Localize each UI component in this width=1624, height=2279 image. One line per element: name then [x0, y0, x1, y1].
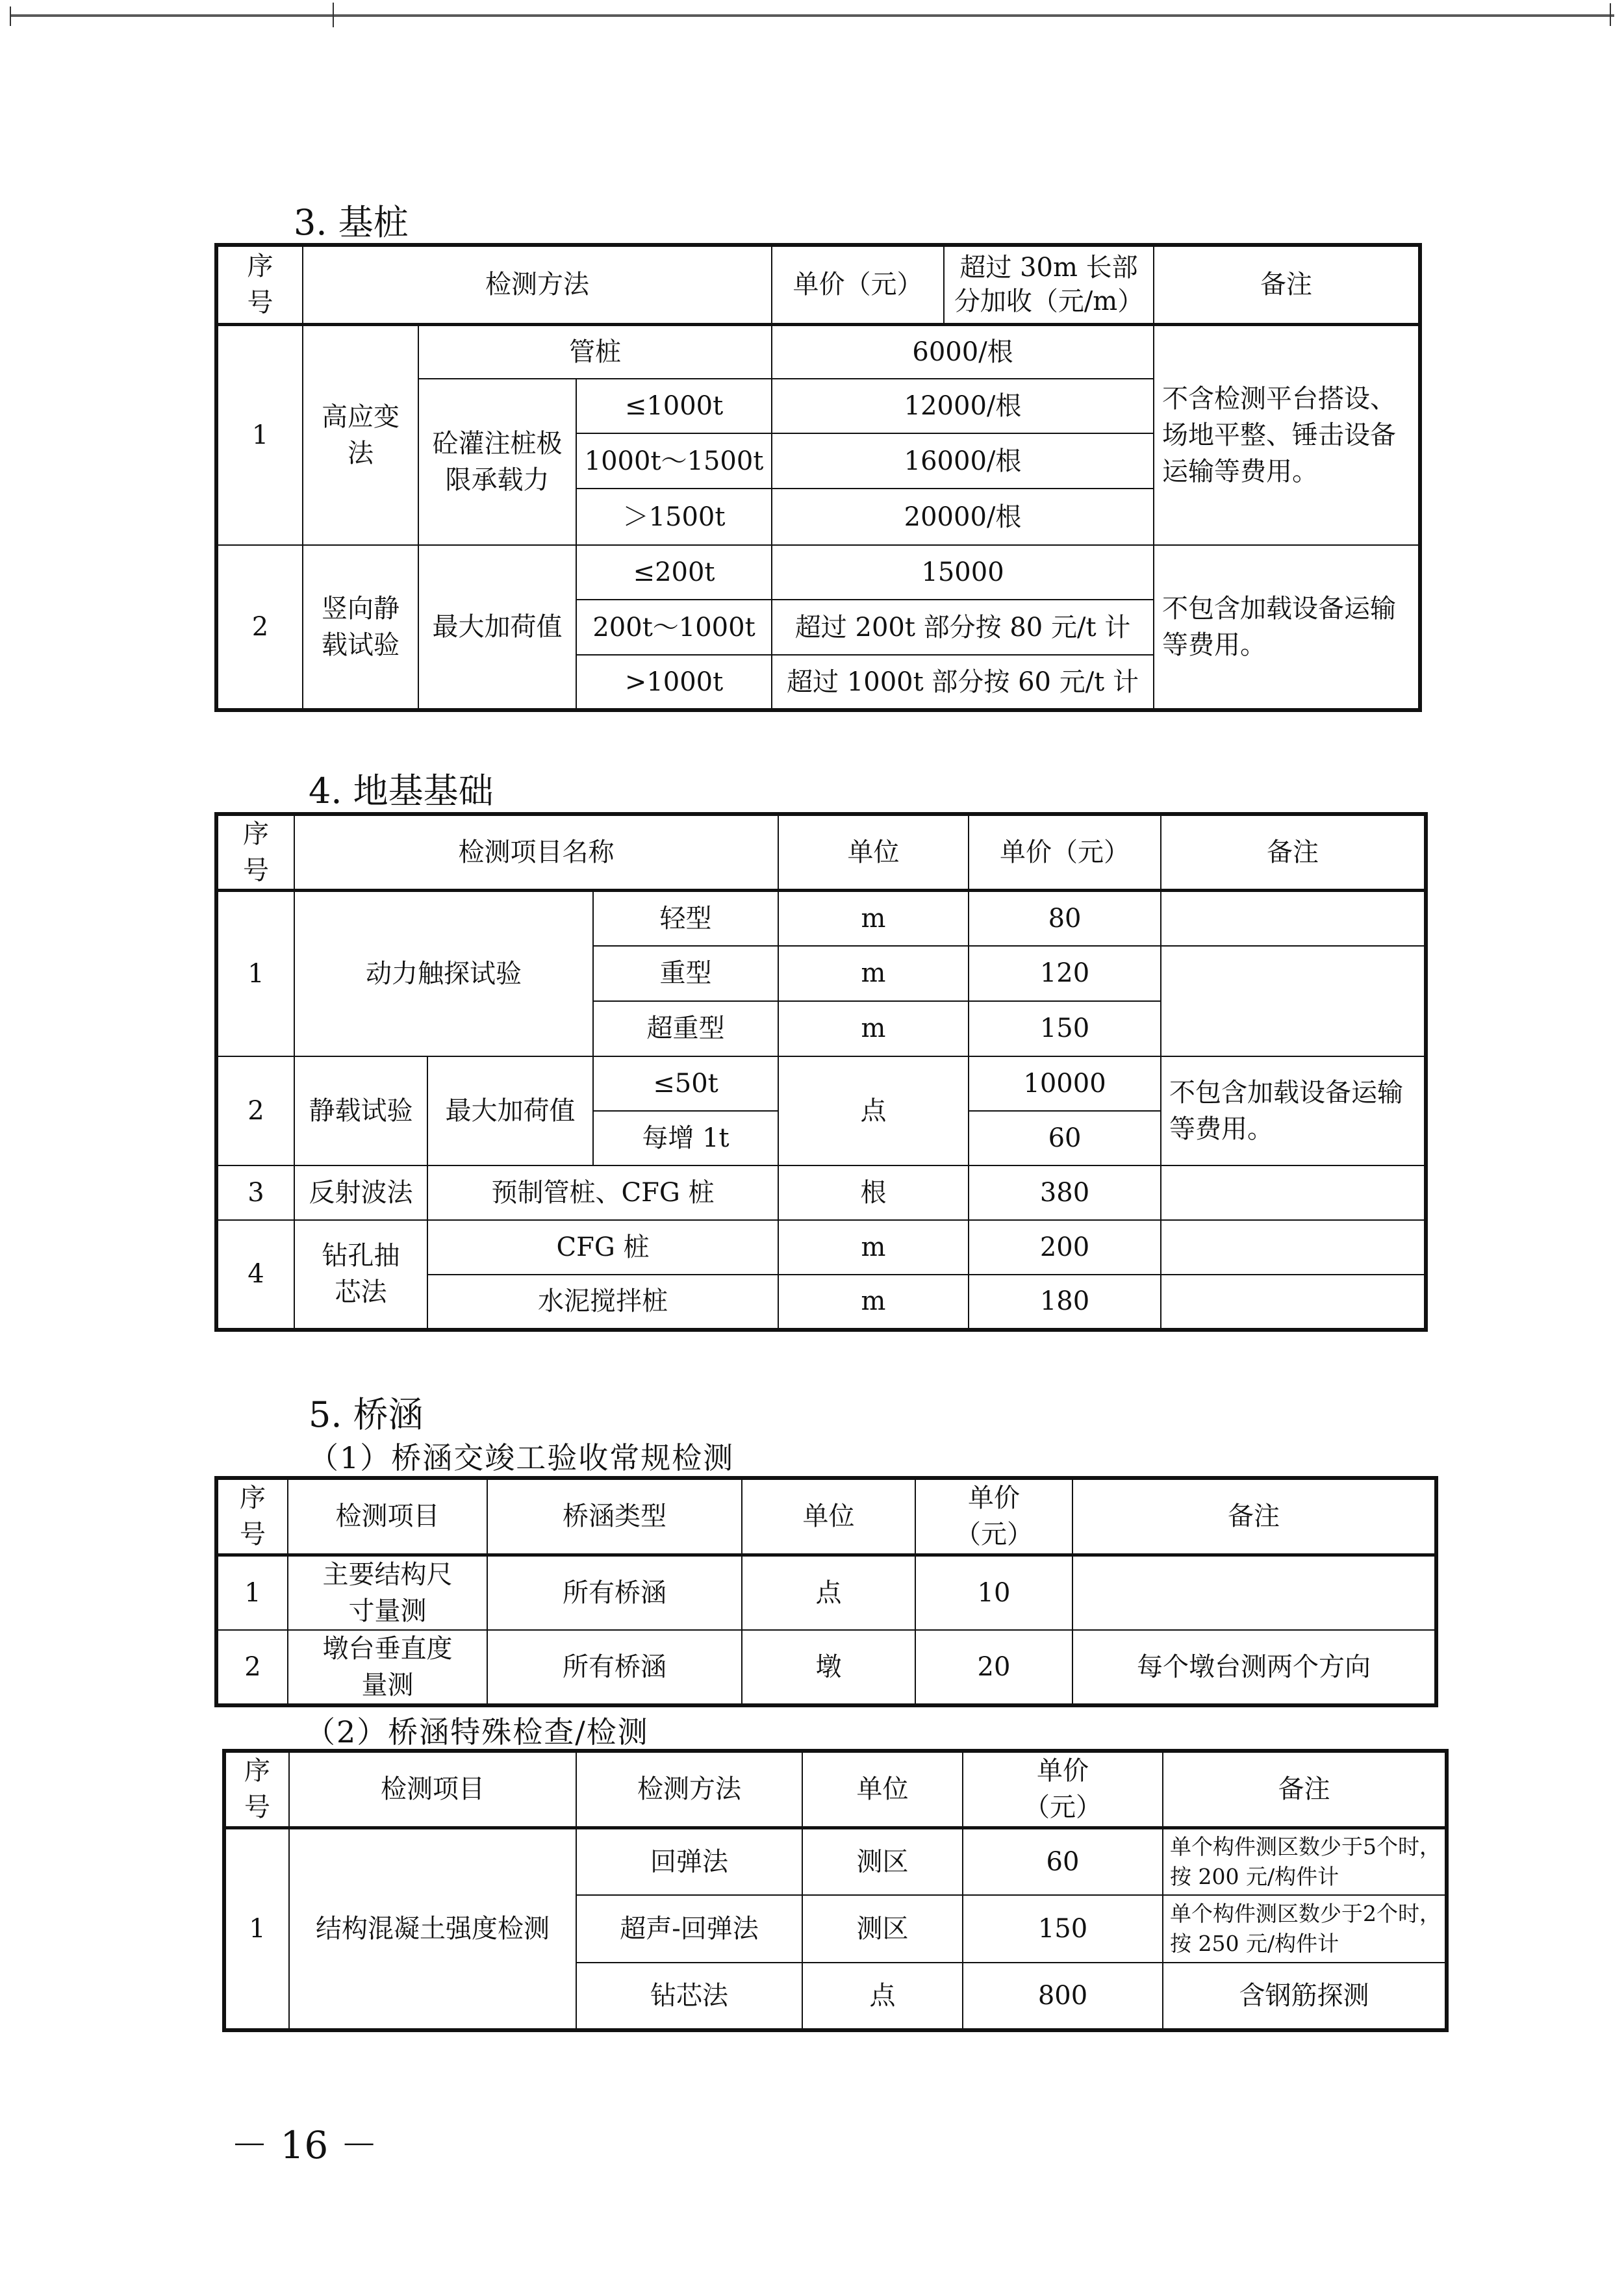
price-cell: 80: [969, 891, 1161, 946]
header-type: 桥涵类型: [487, 1478, 742, 1555]
price-cell: 15000: [772, 545, 1154, 600]
range-cell: ≤200t: [576, 545, 772, 600]
remark-cell: 不包含加载设备运输等费用。: [1161, 1056, 1426, 1165]
target-cell: 水泥搅拌桩: [427, 1275, 778, 1330]
row-seq: 2: [216, 1630, 288, 1705]
header-item: 检测项目: [289, 1751, 576, 1827]
type-cell: 轻型: [593, 891, 778, 946]
header-unit: 单位: [742, 1478, 915, 1555]
range-cell: 1000t～1500t: [576, 433, 772, 489]
price-cell: 20000/根: [772, 489, 1154, 545]
table-foundation: [214, 812, 1428, 1332]
type-cell: 所有桥涵: [487, 1630, 742, 1705]
item-cell: 结构混凝土强度检测: [289, 1827, 576, 2030]
unit-cell: 测区: [802, 1827, 963, 1895]
unit-cell: m: [778, 1275, 969, 1330]
header-remark: 备注: [1163, 1751, 1447, 1827]
row-seq: 1: [216, 891, 294, 1056]
price-cell: 60: [963, 1827, 1163, 1895]
header-remark: 备注: [1072, 1478, 1436, 1555]
unit-cell: 测区: [802, 1895, 963, 1963]
remark-cell: 不含检测平台搭设、场地平整、锤击设备运输等费用。: [1154, 324, 1420, 545]
header-method: 检测方法: [303, 245, 772, 324]
method-cell: 超声-回弹法: [576, 1895, 802, 1963]
price-cell: 10000: [969, 1056, 1161, 1111]
header-seq: 序号: [224, 1751, 289, 1827]
header-remark: 备注: [1154, 245, 1420, 324]
price-cell: 10: [915, 1555, 1072, 1630]
price-cell: 超过 1000t 部分按 60 元/t 计: [772, 655, 1154, 710]
unit-cell: m: [778, 946, 969, 1001]
unit-cell: 点: [802, 1963, 963, 2030]
param-cell: 最大加荷值: [418, 545, 576, 710]
range-cell: >1000t: [576, 655, 772, 710]
range-cell: ≤1000t: [576, 379, 772, 433]
remark-cell: [1161, 1275, 1426, 1330]
remark-cell: [1161, 1220, 1426, 1275]
table-bridge-special: [222, 1749, 1449, 2032]
unit-cell: m: [778, 891, 969, 946]
price-cell: 16000/根: [772, 433, 1154, 489]
name-cell: 动力触探试验: [294, 891, 593, 1056]
price-cell: 超过 200t 部分按 80 元/t 计: [772, 600, 1154, 655]
method-cell: 竖向静载试验: [303, 545, 418, 710]
price-cell: 12000/根: [772, 379, 1154, 433]
row-seq: 1: [216, 1555, 288, 1630]
header-extra: 超过 30m 长部分加收（元/m）: [944, 245, 1154, 324]
remark-cell: [1161, 946, 1426, 1056]
page-number: － 16 －: [231, 2123, 378, 2167]
row-seq: 2: [216, 1056, 294, 1165]
section-title-bridges: 5. 桥涵: [309, 1394, 424, 1435]
type-cell: 重型: [593, 946, 778, 1001]
header-unit: 单位: [802, 1751, 963, 1827]
table-bridge-routine: [214, 1476, 1438, 1707]
remark-cell: [1161, 891, 1426, 946]
unit-cell: m: [778, 1220, 969, 1275]
header-remark: 备注: [1161, 814, 1426, 891]
scan-edge-line: [10, 14, 1614, 17]
section-title-piles: 3. 基桩: [294, 202, 409, 243]
row-seq: 4: [216, 1220, 294, 1330]
method-cell: 钻芯法: [576, 1963, 802, 2030]
price-cell: 800: [963, 1963, 1163, 2030]
price-cell: 6000/根: [772, 324, 1154, 379]
method-cell: 回弹法: [576, 1827, 802, 1895]
header-unit-price: 单价（元）: [969, 814, 1161, 891]
price-cell: 60: [969, 1111, 1161, 1165]
row-seq: 1: [224, 1827, 289, 2030]
subsection-title-special: （2）桥涵特殊检查/检测: [305, 1714, 649, 1750]
table-piles: [214, 243, 1422, 712]
price-cell: 380: [969, 1165, 1161, 1220]
price-cell: 120: [969, 946, 1161, 1001]
price-cell: 150: [963, 1895, 1163, 1963]
target-cell: CFG 桩: [427, 1220, 778, 1275]
method-cell: 高应变法: [303, 324, 418, 545]
row-seq: 3: [216, 1165, 294, 1220]
name-cell: 反射波法: [294, 1165, 427, 1220]
remark-cell: 含钢筋探测: [1163, 1963, 1447, 2030]
remark-cell: 每个墩台测两个方向: [1072, 1630, 1436, 1705]
unit-cell: 点: [778, 1056, 969, 1165]
header-unit-price: 单价（元）: [963, 1751, 1163, 1827]
item-cell: 主要结构尺寸量测: [288, 1555, 487, 1630]
scan-edge-mark: [333, 3, 334, 27]
range-cell: 200t～1000t: [576, 600, 772, 655]
range-cell: 每增 1t: [593, 1111, 778, 1165]
target-cell: 预制管桩、CFG 桩: [427, 1165, 778, 1220]
header-seq: 序号: [216, 1478, 288, 1555]
header-item: 检测项目: [288, 1478, 487, 1555]
header-seq: 序号: [216, 245, 303, 324]
item-cell: 墩台垂直度量测: [288, 1630, 487, 1705]
header-name: 检测项目名称: [294, 814, 778, 891]
unit-cell: m: [778, 1001, 969, 1056]
subsection-title-routine: （1）桥涵交竣工验收常规检测: [309, 1440, 735, 1475]
name-cell: 静载试验: [294, 1056, 427, 1165]
param-cell: 最大加荷值: [427, 1056, 593, 1165]
unit-cell: 根: [778, 1165, 969, 1220]
scan-edge-mark: [10, 6, 11, 26]
range-cell: ＞1500t: [576, 489, 772, 545]
row-seq: 1: [216, 324, 303, 545]
price-cell: 150: [969, 1001, 1161, 1056]
scan-edge-mark: [1610, 3, 1611, 26]
unit-cell: 点: [742, 1555, 915, 1630]
type-cell: 超重型: [593, 1001, 778, 1056]
row-seq: 2: [216, 545, 303, 710]
price-cell: 180: [969, 1275, 1161, 1330]
remark-cell: 不包含加载设备运输等费用。: [1154, 545, 1420, 710]
header-unit: 单位: [778, 814, 969, 891]
sub-method: 管桩: [418, 324, 772, 379]
remark-cell: 单个构件测区数少于5个时，按 200 元/构件计: [1163, 1827, 1447, 1895]
range-cell: ≤50t: [593, 1056, 778, 1111]
remark-cell: [1072, 1555, 1436, 1630]
unit-cell: 墩: [742, 1630, 915, 1705]
price-cell: 200: [969, 1220, 1161, 1275]
remark-cell: 单个构件测区数少于2个时，按 250 元/构件计: [1163, 1895, 1447, 1963]
price-cell: 20: [915, 1630, 1072, 1705]
type-cell: 所有桥涵: [487, 1555, 742, 1630]
sub-method: 砼灌注桩极限承载力: [418, 379, 576, 545]
remark-cell: [1161, 1165, 1426, 1220]
name-cell: 钻孔抽芯法: [294, 1220, 427, 1330]
header-unit-price: 单价（元）: [915, 1478, 1072, 1555]
section-title-foundation: 4. 地基基础: [309, 770, 494, 811]
header-unit-price: 单价（元）: [772, 245, 944, 324]
header-seq: 序号: [216, 814, 294, 891]
header-method: 检测方法: [576, 1751, 802, 1827]
